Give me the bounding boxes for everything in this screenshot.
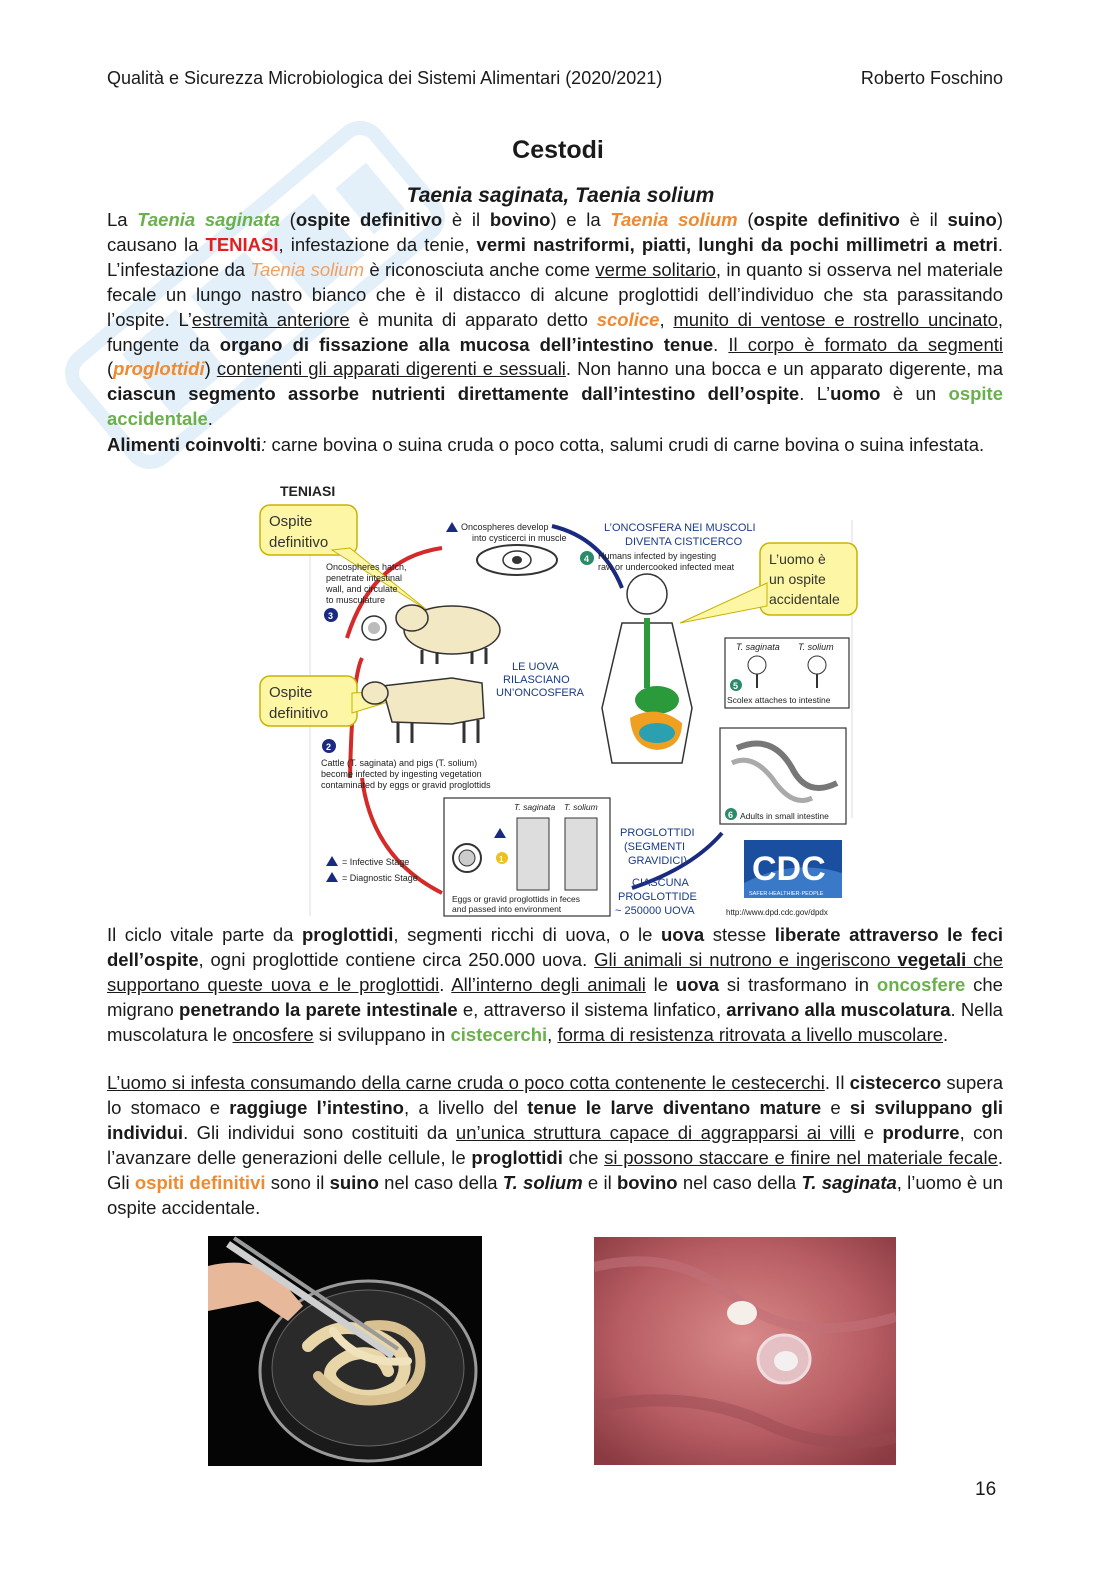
legend-infective: = Infective Stage: [342, 857, 410, 867]
eggs-text-a: Eggs or gravid proglottids in feces: [452, 894, 581, 904]
diagram-title: TENIASI: [280, 483, 336, 499]
step3-text-c: wall, and circulate: [326, 584, 398, 594]
step-number-6: 6: [728, 810, 734, 820]
scolex-tsaginata: T. saginata: [736, 642, 780, 652]
paragraph-life-cycle: Il ciclo vitale parte da proglottidi, segmenti ricchi di uova, o le uova stesse liberate attraverso le feci dell’ospite, ogni proglottide contiene circa 250.000 uova. Gli animali si nutrono e ingeriscono vegetali che supportano queste uova e le proglottidi. All’interno degli animali le uova si trasformano in oncosfere che migrano penetrando la parete intestinale e, attraverso il sistema linfatico, arrivano alla muscolatura. Nella muscolatura le oncosfere si sviluppano in cistecerchi, forma di resistenza ritrovata a livello muscolare.: [107, 924, 1004, 1045]
step2-text-c: contaminated by eggs or gravid proglottids: [321, 780, 491, 790]
step-number-3: 3: [328, 611, 334, 621]
proglottidi-label-f: ~ 250000 UOVA: [615, 905, 695, 917]
step6-text: Adults in small intestine: [740, 811, 829, 821]
legend-diagnostic: = Diagnostic Stage: [342, 873, 418, 883]
paragraph-foods: Alimenti coinvolti: carne bovina o suina cruda o poco cotta, salumi crudi di carne bovina o suina infestata.: [107, 434, 985, 455]
step-number-4: 4: [584, 554, 590, 564]
cysticercus-tissue-photo: [594, 1237, 896, 1465]
step5-text: Scolex attaches to intestine: [727, 695, 831, 705]
step4-text-a: Humans infected by ingesting: [598, 551, 717, 561]
page-number: 16: [975, 1479, 997, 1500]
tapeworm-dish-photo: [208, 1236, 482, 1466]
proglottidi-label-c: GRAVIDICI): [628, 855, 688, 867]
paragraph-human-infection: L’uomo si infesta consumando della carne cruda o poco cotta contenente le cestecerchi. Il cistecerco supera lo stomaco e raggiuge l’intestino, a livello del tenue le larve diventano mature e si sviluppano gli individui. Gli individui sono costituiti da un’unica struttura capace di aggrapparsi ai villi e produrre, con l’avanzare delle generazioni delle cellule, le proglottidi che si possono staccare e finire nel materiale fecale. Gli ospiti definitivi sono il suino nel caso della T. solium e il bovino nel caso della T. saginata, l’uomo è un ospite accidentale.: [107, 1072, 1004, 1218]
cdc-logo-tag: SAFER·HEALTHIER·PEOPLE: [749, 891, 824, 897]
step2-text-a: Cattle (T. saginata) and pigs (T. solium): [321, 758, 478, 768]
host-label-1a: Ospite: [269, 513, 313, 530]
host-label-2a: Ospite: [269, 684, 313, 701]
teniasi-life-cycle-diagram: [252, 478, 860, 918]
paragraph-intro: La Taenia saginata (ospite definitivo è il bovino) e la Taenia solium (ospite definitivo è il suino) causano la TENIASI, infestazione da tenie, vermi nastriformi, piatti, lunghi da pochi millimetri a metri. L’infestazione da Taenia solium è riconosciuta anche come verme solitario, in quanto si osserva nel materiale fecale un lungo nastro bianco che è il distacco di alcune proglottidi dell’individuo che sta parassitando l’ospite. L’estremità anteriore è munita di apparato detto scolice, munito di ventose e rostrello uncinato, fungente da organo di fissazione alla mucosa dell’intestino tenue. Il corpo è formato da segmenti (proglottidi) contenenti gli apparati digerenti e sessuali. Non hanno una bocca e un apparato digerente, ma ciascun segmento assorbe nutrienti direttamente dall’intestino dell’ospite. L’uomo è un ospite accidentale.: [107, 209, 1004, 430]
proglottidi-label-a: PROGLOTTIDI: [620, 827, 695, 839]
pig-icon: [396, 605, 500, 664]
page-title: Cestodi: [512, 136, 604, 164]
uova-label-c: UN’ONCOSFERA: [496, 687, 585, 699]
cdc-logo: [744, 840, 842, 898]
header-course: Qualità e Sicurezza Microbiologica dei Sistemi Alimentari (2020/2021): [107, 68, 663, 88]
step-number-2: 2: [326, 742, 332, 752]
step1-text-b: into cysticerci in muscle: [472, 533, 567, 543]
host-label-1b: definitivo: [269, 534, 329, 551]
scolex-tsolium: T. solium: [798, 642, 834, 652]
eggs-text-b: and passed into environment: [452, 904, 562, 914]
uova-label-a: LE UOVA: [512, 661, 559, 673]
step3-text-b: penetrate intestinal: [326, 573, 403, 583]
step-number-5: 5: [733, 681, 739, 691]
proglottidi-label-b: (SEGMENTI: [624, 841, 686, 853]
proglottid-tsolium: T. solium: [564, 802, 598, 812]
step3-text-d: to musculature: [326, 595, 386, 605]
human-body-icon: [602, 574, 692, 763]
step2-text-b: become infected by ingesting vegetation: [321, 769, 482, 779]
proglottidi-label-e: PROGLOTTIDE: [618, 891, 697, 903]
header-author: Roberto Foschino: [860, 68, 1003, 88]
page-header: [107, 68, 1003, 89]
cdc-url: http://www.dpd.cdc.gov/dpdx: [726, 908, 828, 917]
host-label-2b: definitivo: [269, 705, 329, 722]
step1-text-a: Oncospheres develop: [461, 522, 549, 532]
cow-icon: [362, 678, 484, 743]
step3-text-a: Oncospheres hatch,: [326, 562, 407, 572]
human-note-c: accidentale: [769, 591, 840, 607]
proglottidi-label-d: CIASCUNA: [632, 877, 689, 889]
step-number-1: 1: [499, 855, 504, 864]
uova-label-b: RILASCIANO: [503, 674, 570, 686]
oncosfera-label-b: DIVENTA CISTICERCO: [625, 536, 743, 548]
human-note-b: un ospite: [769, 571, 826, 587]
step4-text-b: raw or undercooked infected meat: [598, 562, 735, 572]
human-note-a: L’uomo è: [769, 551, 826, 567]
oncosfera-label-a: L’ONCOSFERA NEI MUSCOLI: [604, 522, 756, 534]
section-subtitle: Taenia saginata, Taenia solium: [406, 184, 715, 207]
proglottid-tsaginata: T. saginata: [514, 802, 556, 812]
cdc-logo-text: CDC: [752, 850, 826, 888]
